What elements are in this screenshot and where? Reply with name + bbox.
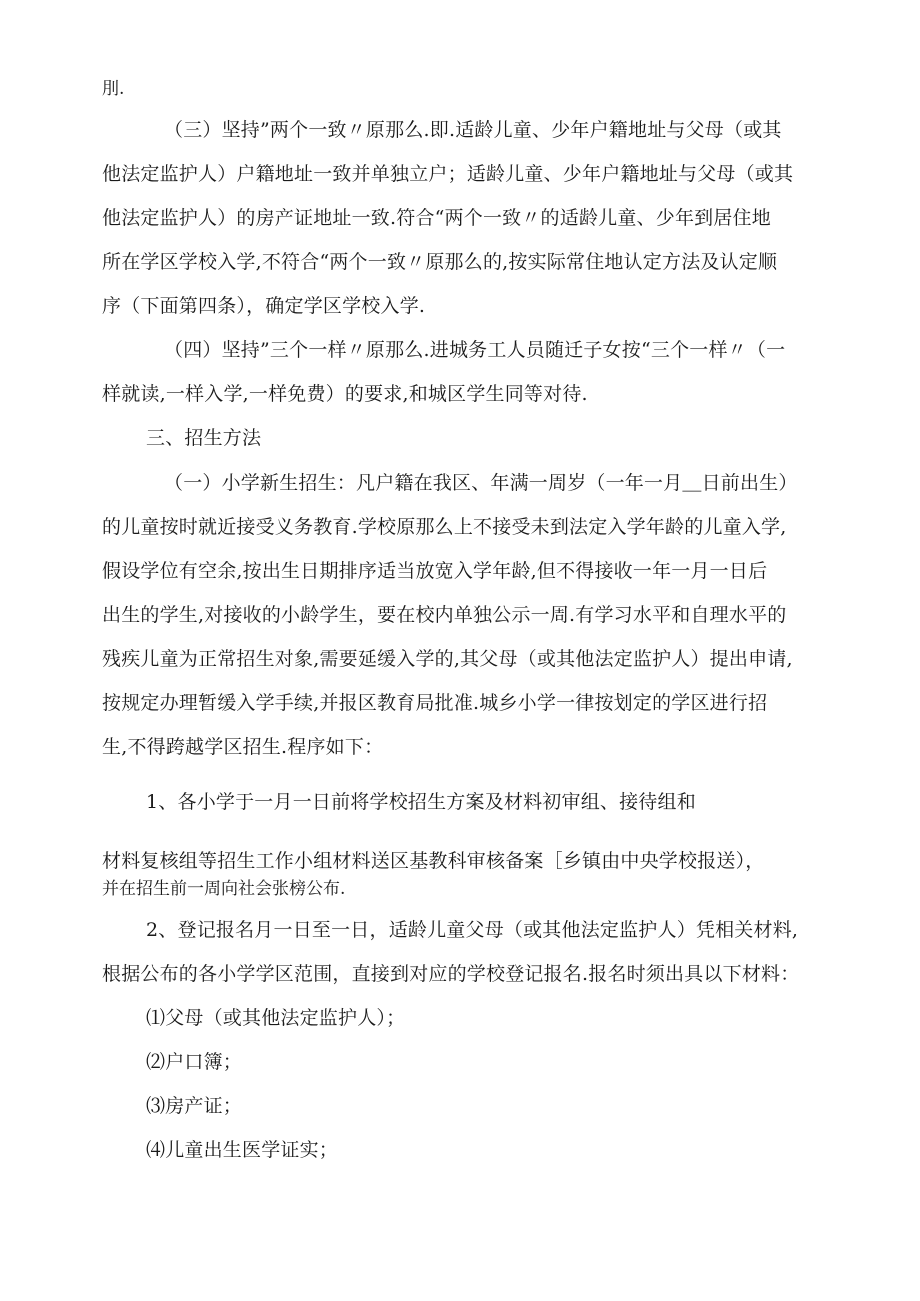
- list-item: ⑶房产证；: [146, 1095, 243, 1117]
- text-line: 样就读,一样入学,一样免费）的要求,和城区学生同等对待.: [102, 383, 588, 405]
- list-item: ⑵户口簿；: [146, 1051, 243, 1073]
- text-line: 根据公布的各小学学区范围，直接到对应的学校登记报名.报名时须出具以下材料：: [102, 963, 800, 985]
- text-line: 材料复核组等招生工作小组材料送区基教科审核备案［乡镇由中央学校报送），: [102, 850, 765, 872]
- text-line: 残疾儿童为正常招生对象,需要延缓入学的,其父母（或其他法定监护人）提出申请,: [102, 648, 793, 670]
- text-line: （一）小学新生招生：凡户籍在我区、年满一周岁（一年一月＿日前出生）: [164, 472, 798, 494]
- text-line: 他法定监护人）的房产证地址一致.符合“两个一致〃的适龄儿童、少年到居住地: [102, 207, 771, 229]
- text-line: 出生的学生,对接收的小龄学生，要在校内单独公示一周.有学习水平和自理水平的: [102, 604, 787, 626]
- section-heading: 三、招生方法: [146, 427, 262, 449]
- text-line: 1、各小学于一月一日前将学校招生方案及材料初审组、接待组和: [146, 791, 696, 813]
- text-line: 按规定办理暂缓入学手续,并报区教育局批准.城乡小学一律按划定的学区进行招: [102, 692, 768, 714]
- text-line: 所在学区学校入学,不符合“两个一致〃原那么的,按实际常住地认定方法及认定顺: [102, 251, 778, 273]
- text-line: 他法定监护人）户籍地址一致并单独立户；适龄儿童、少年户籍地址与父母（或其: [102, 163, 794, 185]
- text-line: 生,不得跨越学区招生.程序如下：: [102, 736, 384, 758]
- text-line: 序（下面第四条），确定学区学校入学.: [102, 295, 426, 317]
- text-line: （三）坚持”两个一致〃原那么.即.适龄儿童、少年户籍地址与父母（或其: [164, 119, 782, 141]
- text-line: 假设学位有空余,按出生日期排序适当放宽入学年龄,但不得接收一年一月一日后: [102, 560, 768, 582]
- text-line: 并在招生前一周向社会张榜公布.: [102, 879, 346, 899]
- list-item: ⑷儿童出生医学证实；: [146, 1139, 339, 1161]
- text-line: 刖.: [102, 79, 125, 99]
- text-line: （四）坚持”三个一样〃原那么.进城务工人员随迁子女按“三个一样〃（一: [164, 339, 786, 361]
- text-line: 的儿童按时就近接受义务教育.学校原那么上不接受未到法定入学年龄的儿童入学,: [102, 516, 787, 538]
- text-line: 2、登记报名月一日至一日，适龄儿童父母（或其他法定监护人）凭相关材料,: [146, 919, 799, 941]
- list-item: ⑴父母（或其他法定监护人）；: [146, 1007, 406, 1029]
